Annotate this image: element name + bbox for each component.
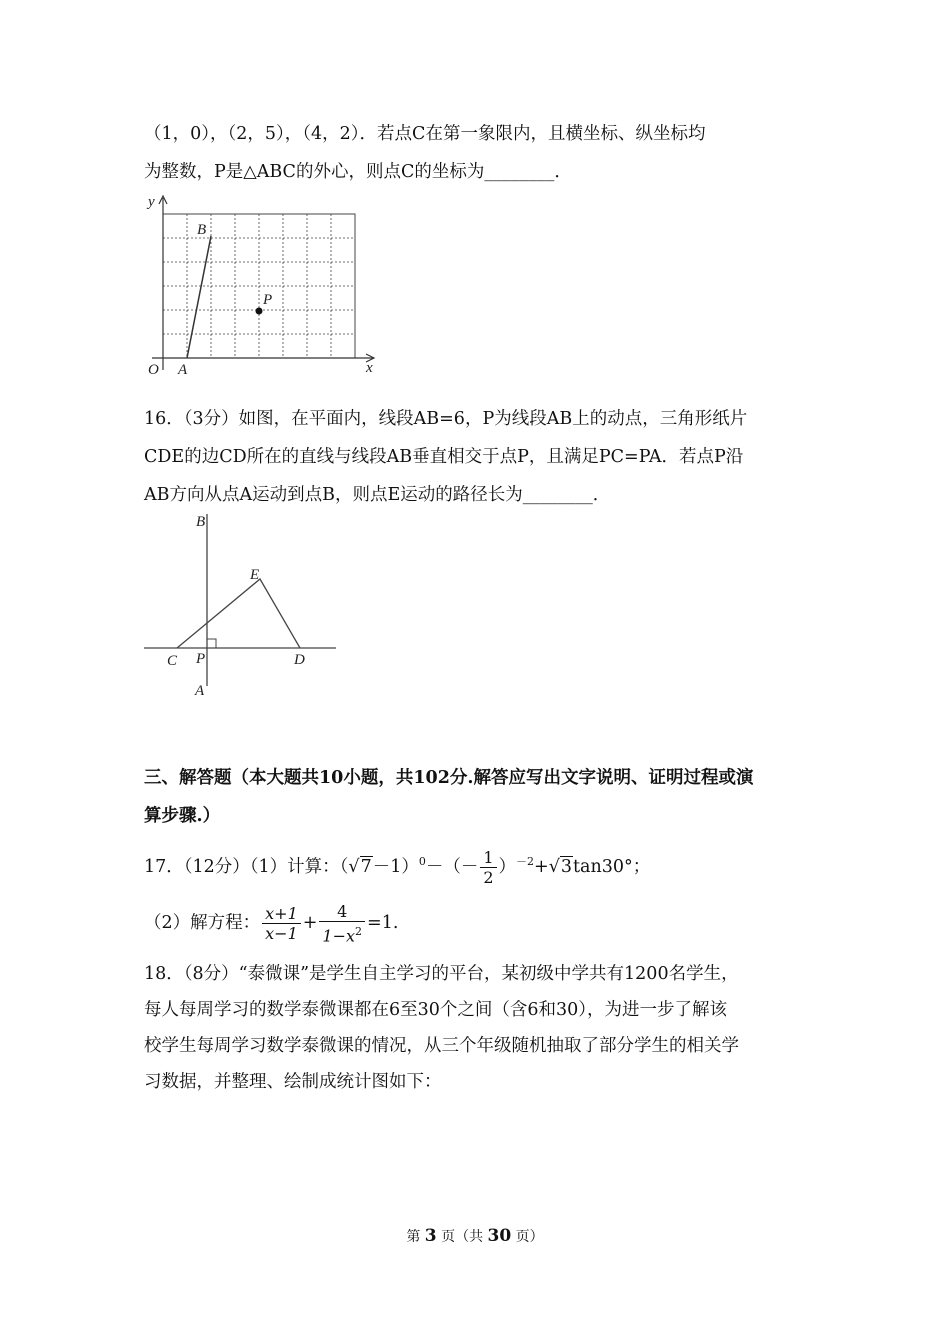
label-b: B xyxy=(196,514,206,530)
label-a: A xyxy=(195,683,205,699)
problem16-line2: CDE的边CD所在的直线与线段AB垂直相交于点P，且满足PC=PA．若点P沿 xyxy=(144,447,744,467)
problem16-line3: AB方向从点A运动到点B，则点E运动的路径长为________． xyxy=(144,485,611,505)
fraction-x-plus-1-over-x-minus-1: $\frac{x+1}{x-1}$ xyxy=(262,904,301,943)
problem18-line4: 习数据，并整理、绘制成统计图如下： xyxy=(144,1072,442,1092)
fraction-one-half: $\frac{1}{2}$ xyxy=(480,848,496,887)
problem16-line1: 16．（3分）如图，在平面内，线段AB=6，P为线段AB上的动点，三角形纸片 xyxy=(144,409,748,429)
label-c: C xyxy=(167,653,178,669)
sqrt7: √7 xyxy=(348,856,372,877)
fraction-4-over-1-minus-x2: $\frac{4}{1-x^2}$ xyxy=(319,902,365,945)
label-y: y xyxy=(148,194,155,210)
label-e: E xyxy=(250,567,260,583)
p17-exp-neg2: －2 xyxy=(516,855,535,868)
label-p: P xyxy=(196,651,206,667)
p17-plus: + xyxy=(534,856,549,877)
problem15-line1: （1，0），（2，5），（4，2）．若点C在第一象限内，且横坐标、纵坐标均 xyxy=(144,124,706,144)
problem17-part1 xyxy=(144,847,650,887)
problem15-line2: 为整数，P是△ABC的外心，则点C的坐标为________． xyxy=(144,162,572,182)
page-number: 3 xyxy=(424,1226,437,1246)
problem18-line2: 每人每周学习的数学泰微课都在6至30个之间（含6和30），为进一步了解该 xyxy=(144,1000,728,1020)
sqrt3: √3 xyxy=(548,856,573,877)
page-total: 30 xyxy=(487,1226,512,1246)
segment-ab xyxy=(187,236,211,358)
p17-mid1: －1） xyxy=(372,856,419,877)
problem17-part2 xyxy=(144,902,398,945)
label-b: B xyxy=(197,222,207,238)
p17-tail: tan30°； xyxy=(573,856,651,877)
figure-15-grid xyxy=(140,190,390,378)
label-p: P xyxy=(263,292,273,308)
problem18-line1: 18．（8分）“泰微课”是学生自主学习的平台，某初级中学共有1200名学生， xyxy=(144,964,739,984)
p17-eq: =1. xyxy=(367,913,399,934)
page-footer: 第 3 页（共 30 页） xyxy=(406,1226,544,1246)
label-a: A xyxy=(178,362,188,378)
section3-heading-line2: 算步骤.） xyxy=(144,806,221,826)
figure-16-triangle xyxy=(140,510,345,700)
p17-prefix: 17．（12分）（1）计算：（ xyxy=(144,856,349,877)
label-x: x xyxy=(366,360,373,376)
p17-mid3: ） xyxy=(498,856,517,877)
section3-heading-line1: 三、解答题（本大题共10小题，共102分.解答应写出文字说明、证明过程或演 xyxy=(144,768,754,788)
p17-mid2: －（－ xyxy=(425,856,479,877)
p17-part2-label: （2）解方程： xyxy=(144,913,261,934)
point-p xyxy=(256,308,263,315)
label-d: D xyxy=(294,652,305,668)
p17-plus2: + xyxy=(302,913,318,934)
problem18-line3: 校学生每周学习数学泰微课的情况，从三个年级随机抽取了部分学生的相关学 xyxy=(144,1036,739,1056)
p17-exp0: 0 xyxy=(418,855,426,868)
label-o: O xyxy=(148,362,159,378)
triangle-cde xyxy=(177,579,300,648)
